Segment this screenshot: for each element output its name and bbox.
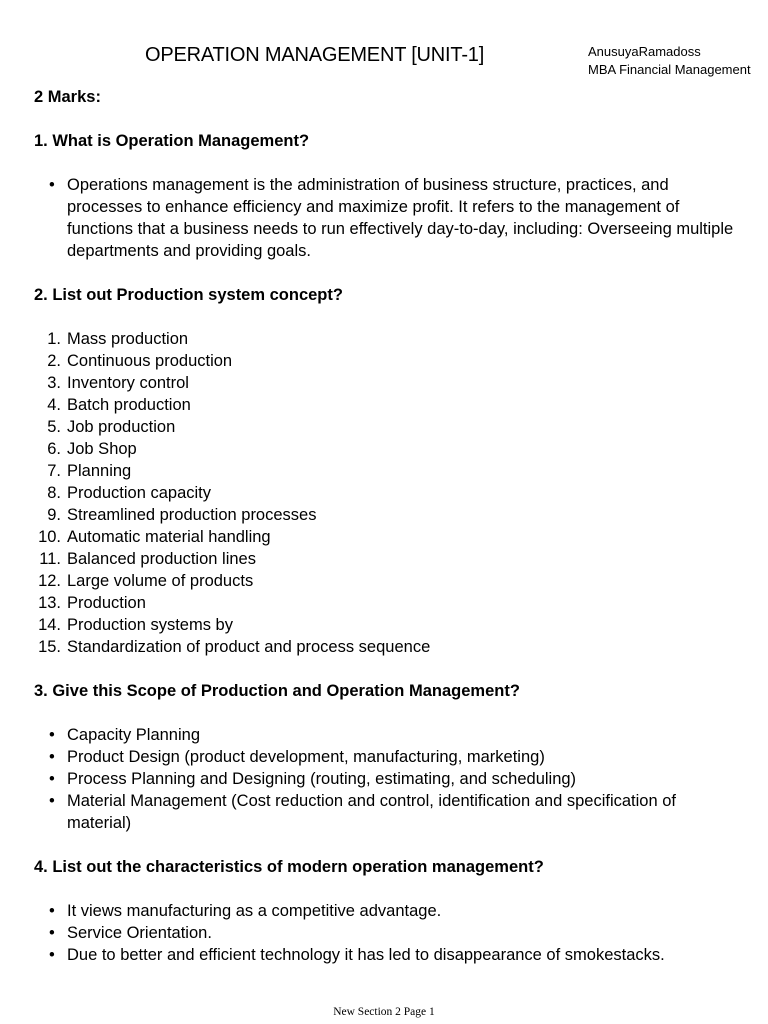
list-item	[34, 636, 734, 658]
list-number: 15.	[38, 638, 61, 656]
list-item: • Operations management is the administration of business structure, practices, and processes to enhance efficiency and maximize profit. It refers to the management of functions that a business needs to run effectively day-to-day, including: Overseeing multiple departments and providing goals.	[34, 174, 734, 262]
list-item	[34, 592, 734, 614]
answer-list	[34, 328, 734, 658]
page-footer: New Section 2 Page 1	[333, 1006, 435, 1018]
list-number: 4.	[47, 396, 61, 414]
list-item: • Capacity Planning	[34, 724, 734, 746]
list-item: • Service Orientation.	[34, 922, 734, 944]
question-4	[34, 856, 734, 966]
list-item	[34, 504, 734, 526]
question-heading: 2. List out Production system concept?	[34, 286, 343, 304]
list-number: 10.	[38, 528, 61, 546]
list-item	[34, 460, 734, 482]
answer-list	[34, 724, 734, 834]
list-number: 1.	[47, 330, 61, 348]
question-1	[34, 130, 734, 262]
list-number: 3.	[47, 374, 61, 392]
list-number: 14.	[38, 616, 61, 634]
list-item-text: Production	[67, 594, 146, 612]
document-title: OPERATION MANAGEMENT [UNIT-1]	[145, 44, 485, 66]
list-item	[34, 570, 734, 592]
list-number: 7.	[47, 462, 61, 480]
question-heading: 4. List out the characteristics of modern operation management?	[34, 858, 544, 876]
list-item-text: Planning	[67, 462, 132, 480]
list-item	[34, 394, 734, 416]
list-item	[34, 372, 734, 394]
list-item	[34, 526, 734, 548]
list-item-text: Continuous production	[67, 352, 233, 370]
author-name: AnusuyaRamadoss	[588, 44, 701, 59]
list-item	[34, 438, 734, 460]
list-number: 5.	[47, 418, 61, 436]
list-item	[34, 548, 734, 570]
list-number: 8.	[47, 484, 61, 502]
list-number: 11.	[39, 550, 61, 568]
list-item	[34, 350, 734, 372]
list-item-text: Batch production	[67, 396, 191, 414]
question-heading: 1. What is Operation Management?	[34, 132, 310, 150]
list-item	[34, 614, 734, 636]
list-number: 6.	[47, 440, 61, 458]
list-item-text: Job Shop	[67, 440, 137, 458]
document-body	[34, 86, 734, 988]
question-2	[34, 284, 734, 658]
list-item: • Product Design (product development, manufacturing, marketing)	[34, 746, 734, 768]
list-number: 12.	[38, 572, 61, 590]
list-item-text: Large volume of products	[67, 572, 254, 590]
list-item-text: Automatic material handling	[67, 528, 271, 546]
section-label: 2 Marks:	[34, 88, 101, 106]
answer-list	[34, 174, 734, 262]
list-item: • Process Planning and Designing (routing, estimating, and scheduling)	[34, 768, 734, 790]
list-item: • Due to better and efficient technology it has led to disappearance of smokestacks.	[34, 944, 734, 966]
question-3	[34, 680, 734, 834]
list-number: 2.	[47, 352, 61, 370]
list-item: • Material Management (Cost reduction and control, identification and specification of material)	[34, 790, 734, 834]
list-item	[34, 482, 734, 504]
list-item: • It views manufacturing as a competitive advantage.	[34, 900, 734, 922]
list-item-text: Production capacity	[67, 484, 211, 502]
list-number: 9.	[47, 506, 61, 524]
list-item-text: Balanced production lines	[67, 550, 256, 568]
question-heading: 3. Give this Scope of Production and Operation Management?	[34, 682, 520, 700]
list-item	[34, 328, 734, 350]
list-item-text: Streamlined production processes	[67, 506, 317, 524]
course-name: MBA Financial Management	[588, 62, 751, 77]
answer-list	[34, 900, 734, 966]
list-item-text: Standardization of product and process sequence	[67, 638, 431, 656]
author-block	[588, 43, 751, 79]
list-number: 13.	[38, 594, 61, 612]
list-item	[34, 416, 734, 438]
list-item-text: Job production	[67, 418, 176, 436]
list-item-text: Inventory control	[67, 374, 189, 392]
list-item-text: Mass production	[67, 330, 189, 348]
list-item-text: Production systems by	[67, 616, 233, 634]
